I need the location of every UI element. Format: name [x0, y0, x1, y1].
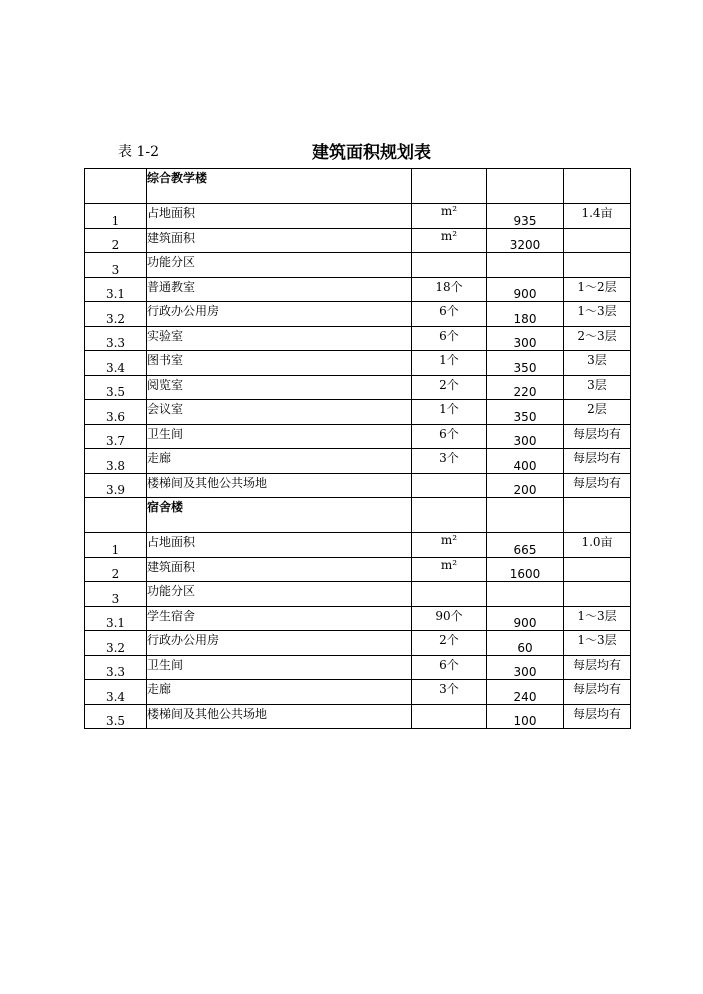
- row-number: 3.8: [85, 449, 147, 474]
- table-row: [85, 253, 631, 278]
- item-unit: 90个: [412, 606, 487, 631]
- item-name: 实验室: [147, 326, 412, 351]
- table-row: [85, 400, 631, 425]
- item-area: 60: [487, 631, 564, 656]
- section-header-row: [85, 498, 631, 533]
- row-number: 3.7: [85, 424, 147, 449]
- table-row: [85, 424, 631, 449]
- item-name: 行政办公用房: [147, 631, 412, 656]
- item-unit: m²: [412, 557, 487, 582]
- row-number: 3: [85, 253, 147, 278]
- item-unit: m²: [412, 228, 487, 253]
- table-row: [85, 704, 631, 729]
- item-area: [487, 582, 564, 607]
- section-title: 综合教学楼: [147, 169, 412, 204]
- item-area: 180: [487, 302, 564, 327]
- row-number: 3.3: [85, 655, 147, 680]
- item-area: 100: [487, 704, 564, 729]
- table-row: [85, 631, 631, 656]
- item-note: 1.0亩: [564, 533, 631, 558]
- item-note: 1～3层: [564, 606, 631, 631]
- item-name: 楼梯间及其他公共场地: [147, 704, 412, 729]
- row-number: 3.4: [85, 680, 147, 705]
- table-row: [85, 204, 631, 229]
- item-area: 200: [487, 473, 564, 498]
- item-unit: m²: [412, 533, 487, 558]
- table-row: [85, 449, 631, 474]
- item-unit: [412, 253, 487, 278]
- item-note: 1～3层: [564, 631, 631, 656]
- item-area: 300: [487, 655, 564, 680]
- empty-cell: [564, 169, 631, 204]
- item-unit: 1个: [412, 400, 487, 425]
- item-name: 阅览室: [147, 375, 412, 400]
- item-unit: 2个: [412, 375, 487, 400]
- table-row: [85, 473, 631, 498]
- item-note: 每层均有: [564, 680, 631, 705]
- item-note: 每层均有: [564, 655, 631, 680]
- item-name: 走廊: [147, 680, 412, 705]
- item-unit: 1个: [412, 351, 487, 376]
- item-name: 占地面积: [147, 204, 412, 229]
- empty-cell: [487, 498, 564, 533]
- item-unit: 3个: [412, 680, 487, 705]
- item-note: 每层均有: [564, 424, 631, 449]
- item-note: 1.4亩: [564, 204, 631, 229]
- table-row: [85, 557, 631, 582]
- row-number: 3.2: [85, 302, 147, 327]
- row-number: 3.4: [85, 351, 147, 376]
- table-row: [85, 582, 631, 607]
- table-label: 表 1-2: [118, 144, 159, 160]
- row-number: 3.6: [85, 400, 147, 425]
- empty-cell: [412, 498, 487, 533]
- empty-cell: [85, 169, 147, 204]
- row-number: 3.3: [85, 326, 147, 351]
- item-note: 每层均有: [564, 704, 631, 729]
- table-row: [85, 655, 631, 680]
- row-number: 3: [85, 582, 147, 607]
- item-note: 每层均有: [564, 473, 631, 498]
- table-row: [85, 533, 631, 558]
- section-title: 宿舍楼: [147, 498, 412, 533]
- item-note: 1～2层: [564, 277, 631, 302]
- item-name: 卫生间: [147, 424, 412, 449]
- item-area: 350: [487, 351, 564, 376]
- item-unit: [412, 704, 487, 729]
- table-row: [85, 302, 631, 327]
- item-area: 900: [487, 606, 564, 631]
- area-plan-table-body: [85, 169, 631, 729]
- item-name: 建筑面积: [147, 228, 412, 253]
- area-plan-table: [84, 168, 631, 729]
- section-header-row: [85, 169, 631, 204]
- row-number: 2: [85, 228, 147, 253]
- item-unit: 6个: [412, 326, 487, 351]
- item-note: [564, 253, 631, 278]
- item-area: 300: [487, 424, 564, 449]
- item-unit: 6个: [412, 302, 487, 327]
- row-number: 3.9: [85, 473, 147, 498]
- table-row: [85, 375, 631, 400]
- item-name: 会议室: [147, 400, 412, 425]
- item-name: 楼梯间及其他公共场地: [147, 473, 412, 498]
- item-unit: 2个: [412, 631, 487, 656]
- item-name: 走廊: [147, 449, 412, 474]
- item-note: 3层: [564, 375, 631, 400]
- item-note: 2～3层: [564, 326, 631, 351]
- table-row: [85, 606, 631, 631]
- row-number: 1: [85, 204, 147, 229]
- item-name: 功能分区: [147, 253, 412, 278]
- item-note: [564, 557, 631, 582]
- item-note: [564, 228, 631, 253]
- empty-cell: [564, 498, 631, 533]
- table-row: [85, 680, 631, 705]
- row-number: 3.2: [85, 631, 147, 656]
- item-area: 220: [487, 375, 564, 400]
- item-name: 占地面积: [147, 533, 412, 558]
- item-note: 2层: [564, 400, 631, 425]
- item-unit: [412, 473, 487, 498]
- item-area: 900: [487, 277, 564, 302]
- table-row: [85, 277, 631, 302]
- item-area: 665: [487, 533, 564, 558]
- item-name: 建筑面积: [147, 557, 412, 582]
- table-row: [85, 351, 631, 376]
- item-unit: 6个: [412, 655, 487, 680]
- table-row: [85, 326, 631, 351]
- table-row: [85, 228, 631, 253]
- item-note: 每层均有: [564, 449, 631, 474]
- row-number: 3.5: [85, 375, 147, 400]
- item-unit: 3个: [412, 449, 487, 474]
- row-number: 2: [85, 557, 147, 582]
- row-number: 3.1: [85, 606, 147, 631]
- empty-cell: [85, 498, 147, 533]
- row-number: 1: [85, 533, 147, 558]
- item-unit: 6个: [412, 424, 487, 449]
- row-number: 3.5: [85, 704, 147, 729]
- page-title: 建筑面积规划表: [312, 143, 431, 163]
- item-area: 935: [487, 204, 564, 229]
- empty-cell: [487, 169, 564, 204]
- item-unit: 18个: [412, 277, 487, 302]
- item-area: 1600: [487, 557, 564, 582]
- item-area: [487, 253, 564, 278]
- item-unit: m²: [412, 204, 487, 229]
- item-area: 400: [487, 449, 564, 474]
- item-area: 240: [487, 680, 564, 705]
- row-number: 3.1: [85, 277, 147, 302]
- item-unit: [412, 582, 487, 607]
- item-name: 行政办公用房: [147, 302, 412, 327]
- item-note: 1～3层: [564, 302, 631, 327]
- item-area: 3200: [487, 228, 564, 253]
- empty-cell: [412, 169, 487, 204]
- item-note: 3层: [564, 351, 631, 376]
- item-area: 350: [487, 400, 564, 425]
- item-note: [564, 582, 631, 607]
- item-name: 学生宿舍: [147, 606, 412, 631]
- item-name: 卫生间: [147, 655, 412, 680]
- item-name: 图书室: [147, 351, 412, 376]
- item-area: 300: [487, 326, 564, 351]
- item-name: 功能分区: [147, 582, 412, 607]
- item-name: 普通教室: [147, 277, 412, 302]
